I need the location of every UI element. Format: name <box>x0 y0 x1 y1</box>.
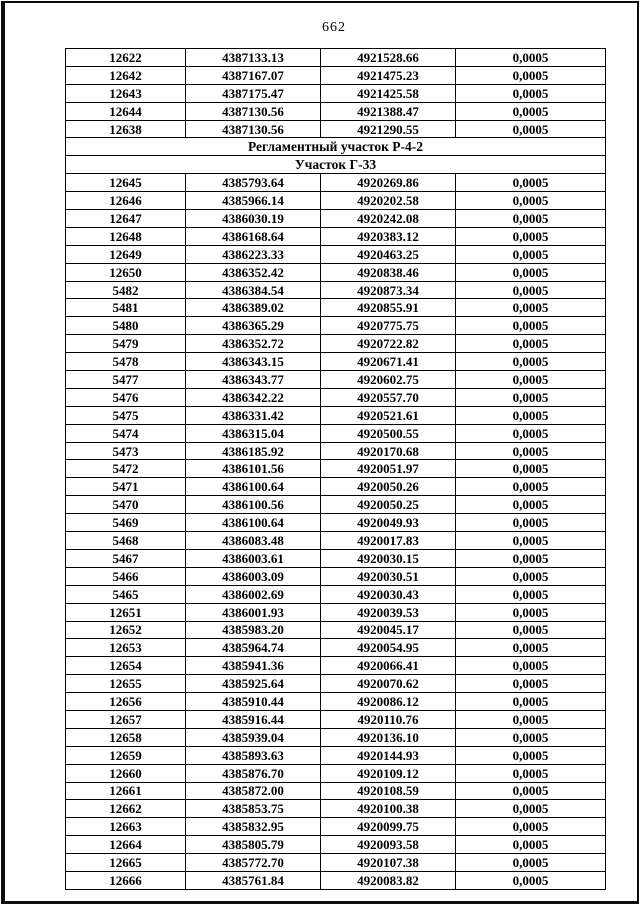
y-coordinate: 4920050.25 <box>321 496 456 514</box>
x-coordinate: 4385964.74 <box>186 639 321 657</box>
y-coordinate: 4921425.58 <box>321 84 456 102</box>
point-id: 12638 <box>66 120 186 138</box>
coordinates-table <box>65 48 606 890</box>
y-coordinate: 4920602.75 <box>321 371 456 389</box>
table-row <box>66 657 606 675</box>
table-row <box>66 693 606 711</box>
point-id: 12659 <box>66 746 186 764</box>
table-row <box>66 371 606 389</box>
x-coordinate: 4386315.04 <box>186 424 321 442</box>
y-coordinate: 4920170.68 <box>321 442 456 460</box>
point-id: 12660 <box>66 764 186 782</box>
x-coordinate: 4386352.42 <box>186 263 321 281</box>
point-id: 12656 <box>66 693 186 711</box>
point-id: 12642 <box>66 66 186 84</box>
table-row <box>66 102 606 120</box>
y-coordinate: 4921290.55 <box>321 120 456 138</box>
x-coordinate: 4386100.56 <box>186 496 321 514</box>
precision-value: 0,0005 <box>456 478 606 496</box>
precision-value: 0,0005 <box>456 639 606 657</box>
y-coordinate: 4920017.83 <box>321 532 456 550</box>
y-coordinate: 4920107.38 <box>321 854 456 872</box>
y-coordinate: 4920030.15 <box>321 549 456 567</box>
x-coordinate: 4386389.02 <box>186 299 321 317</box>
section-header-row <box>66 138 606 156</box>
point-id: 12645 <box>66 174 186 192</box>
table-row <box>66 406 606 424</box>
point-id: 12648 <box>66 227 186 245</box>
precision-value: 0,0005 <box>456 263 606 281</box>
point-id: 12662 <box>66 800 186 818</box>
precision-value: 0,0005 <box>456 388 606 406</box>
y-coordinate: 4920242.08 <box>321 210 456 228</box>
precision-value: 0,0005 <box>456 406 606 424</box>
point-id: 5465 <box>66 585 186 603</box>
precision-value: 0,0005 <box>456 728 606 746</box>
x-coordinate: 4385853.75 <box>186 800 321 818</box>
precision-value: 0,0005 <box>456 49 606 67</box>
point-id: 12665 <box>66 854 186 872</box>
point-id: 5474 <box>66 424 186 442</box>
y-coordinate: 4920030.51 <box>321 567 456 585</box>
table-row <box>66 174 606 192</box>
x-coordinate: 4385910.44 <box>186 693 321 711</box>
y-coordinate: 4921388.47 <box>321 102 456 120</box>
table-row <box>66 496 606 514</box>
precision-value: 0,0005 <box>456 424 606 442</box>
point-id: 5481 <box>66 299 186 317</box>
table-row <box>66 782 606 800</box>
precision-value: 0,0005 <box>456 710 606 728</box>
y-coordinate: 4920873.34 <box>321 281 456 299</box>
y-coordinate: 4920100.38 <box>321 800 456 818</box>
x-coordinate: 4386343.77 <box>186 371 321 389</box>
y-coordinate: 4920039.53 <box>321 603 456 621</box>
y-coordinate: 4921528.66 <box>321 49 456 67</box>
x-coordinate: 4385966.14 <box>186 192 321 210</box>
point-id: 5469 <box>66 514 186 532</box>
x-coordinate: 4385893.63 <box>186 746 321 764</box>
precision-value: 0,0005 <box>456 102 606 120</box>
y-coordinate: 4920086.12 <box>321 693 456 711</box>
x-coordinate: 4386384.54 <box>186 281 321 299</box>
point-id: 12661 <box>66 782 186 800</box>
x-coordinate: 4386003.61 <box>186 549 321 567</box>
x-coordinate: 4387130.56 <box>186 120 321 138</box>
y-coordinate: 4920066.41 <box>321 657 456 675</box>
table-row <box>66 603 606 621</box>
x-coordinate: 4386168.64 <box>186 227 321 245</box>
x-coordinate: 4386352.72 <box>186 335 321 353</box>
y-coordinate: 4920463.25 <box>321 245 456 263</box>
point-id: 12646 <box>66 192 186 210</box>
point-id: 12653 <box>66 639 186 657</box>
precision-value: 0,0005 <box>456 836 606 854</box>
table-row <box>66 210 606 228</box>
point-id: 5470 <box>66 496 186 514</box>
precision-value: 0,0005 <box>456 66 606 84</box>
point-id: 5476 <box>66 388 186 406</box>
point-id: 5478 <box>66 353 186 371</box>
table-row <box>66 800 606 818</box>
x-coordinate: 4386003.09 <box>186 567 321 585</box>
precision-value: 0,0005 <box>456 800 606 818</box>
precision-value: 0,0005 <box>456 120 606 138</box>
table-row <box>66 746 606 764</box>
x-coordinate: 4386343.15 <box>186 353 321 371</box>
x-coordinate: 4385793.64 <box>186 174 321 192</box>
y-coordinate: 4920838.46 <box>321 263 456 281</box>
point-id: 12649 <box>66 245 186 263</box>
precision-value: 0,0005 <box>456 621 606 639</box>
precision-value: 0,0005 <box>456 549 606 567</box>
precision-value: 0,0005 <box>456 174 606 192</box>
point-id: 12655 <box>66 675 186 693</box>
y-coordinate: 4920054.95 <box>321 639 456 657</box>
table-row <box>66 353 606 371</box>
point-id: 12652 <box>66 621 186 639</box>
table-row <box>66 764 606 782</box>
precision-value: 0,0005 <box>456 371 606 389</box>
x-coordinate: 4386002.69 <box>186 585 321 603</box>
y-coordinate: 4920557.70 <box>321 388 456 406</box>
y-coordinate: 4920093.58 <box>321 836 456 854</box>
y-coordinate: 4920109.12 <box>321 764 456 782</box>
precision-value: 0,0005 <box>456 675 606 693</box>
point-id: 5479 <box>66 335 186 353</box>
page-number: 662 <box>322 20 346 35</box>
point-id: 5480 <box>66 317 186 335</box>
point-id: 12664 <box>66 836 186 854</box>
table-row <box>66 460 606 478</box>
table-row <box>66 478 606 496</box>
table-row <box>66 299 606 317</box>
y-coordinate: 4920144.93 <box>321 746 456 764</box>
x-coordinate: 4385872.00 <box>186 782 321 800</box>
table-row <box>66 317 606 335</box>
precision-value: 0,0005 <box>456 567 606 585</box>
y-coordinate: 4920051.97 <box>321 460 456 478</box>
x-coordinate: 4385832.95 <box>186 818 321 836</box>
precision-value: 0,0005 <box>456 353 606 371</box>
x-coordinate: 4385761.84 <box>186 871 321 889</box>
x-coordinate: 4386342.22 <box>186 388 321 406</box>
point-id: 12654 <box>66 657 186 675</box>
point-id: 12663 <box>66 818 186 836</box>
x-coordinate: 4387130.56 <box>186 102 321 120</box>
precision-value: 0,0005 <box>456 818 606 836</box>
y-coordinate: 4920500.55 <box>321 424 456 442</box>
x-coordinate: 4386223.33 <box>186 245 321 263</box>
y-coordinate: 4920070.62 <box>321 675 456 693</box>
point-id: 5471 <box>66 478 186 496</box>
x-coordinate: 4385916.44 <box>186 710 321 728</box>
point-id: 5477 <box>66 371 186 389</box>
x-coordinate: 4386083.48 <box>186 532 321 550</box>
table-row <box>66 854 606 872</box>
precision-value: 0,0005 <box>456 227 606 245</box>
precision-value: 0,0005 <box>456 585 606 603</box>
y-coordinate: 4920083.82 <box>321 871 456 889</box>
precision-value: 0,0005 <box>456 657 606 675</box>
precision-value: 0,0005 <box>456 210 606 228</box>
precision-value: 0,0005 <box>456 335 606 353</box>
point-id: 5472 <box>66 460 186 478</box>
table-row <box>66 388 606 406</box>
table-row <box>66 818 606 836</box>
section-header-row <box>66 156 606 174</box>
x-coordinate: 4386030.19 <box>186 210 321 228</box>
point-id: 5467 <box>66 549 186 567</box>
precision-value: 0,0005 <box>456 603 606 621</box>
precision-value: 0,0005 <box>456 764 606 782</box>
precision-value: 0,0005 <box>456 192 606 210</box>
table-row <box>66 424 606 442</box>
precision-value: 0,0005 <box>456 854 606 872</box>
precision-value: 0,0005 <box>456 693 606 711</box>
table-row <box>66 532 606 550</box>
table-row <box>66 514 606 532</box>
precision-value: 0,0005 <box>456 442 606 460</box>
section-header-label: Регламентный участок Р-4-2 <box>66 138 606 156</box>
precision-value: 0,0005 <box>456 84 606 102</box>
precision-value: 0,0005 <box>456 871 606 889</box>
table-row <box>66 710 606 728</box>
y-coordinate: 4920383.12 <box>321 227 456 245</box>
point-id: 12657 <box>66 710 186 728</box>
precision-value: 0,0005 <box>456 514 606 532</box>
point-id: 12651 <box>66 603 186 621</box>
x-coordinate: 4387175.47 <box>186 84 321 102</box>
precision-value: 0,0005 <box>456 281 606 299</box>
point-id: 12622 <box>66 49 186 67</box>
table-row <box>66 335 606 353</box>
x-coordinate: 4387133.13 <box>186 49 321 67</box>
y-coordinate: 4920108.59 <box>321 782 456 800</box>
table-row <box>66 66 606 84</box>
point-id: 12666 <box>66 871 186 889</box>
table-row <box>66 84 606 102</box>
table-row <box>66 281 606 299</box>
precision-value: 0,0005 <box>456 317 606 335</box>
precision-value: 0,0005 <box>456 746 606 764</box>
point-id: 12650 <box>66 263 186 281</box>
point-id: 5468 <box>66 532 186 550</box>
table-body <box>66 49 606 890</box>
point-id: 5475 <box>66 406 186 424</box>
table-row <box>66 192 606 210</box>
y-coordinate: 4920722.82 <box>321 335 456 353</box>
y-coordinate: 4920775.75 <box>321 317 456 335</box>
y-coordinate: 4920269.86 <box>321 174 456 192</box>
table-row <box>66 871 606 889</box>
x-coordinate: 4385925.64 <box>186 675 321 693</box>
x-coordinate: 4385772.70 <box>186 854 321 872</box>
precision-value: 0,0005 <box>456 299 606 317</box>
point-id: 5482 <box>66 281 186 299</box>
x-coordinate: 4385805.79 <box>186 836 321 854</box>
y-coordinate: 4920521.61 <box>321 406 456 424</box>
y-coordinate: 4920030.43 <box>321 585 456 603</box>
y-coordinate: 4920671.41 <box>321 353 456 371</box>
table-row <box>66 549 606 567</box>
x-coordinate: 4385983.20 <box>186 621 321 639</box>
point-id: 5466 <box>66 567 186 585</box>
point-id: 12643 <box>66 84 186 102</box>
x-coordinate: 4386100.64 <box>186 478 321 496</box>
table-row <box>66 442 606 460</box>
table-row <box>66 263 606 281</box>
y-coordinate: 4920049.93 <box>321 514 456 532</box>
y-coordinate: 4920136.10 <box>321 728 456 746</box>
table-row <box>66 728 606 746</box>
table-row <box>66 675 606 693</box>
x-coordinate: 4386331.42 <box>186 406 321 424</box>
precision-value: 0,0005 <box>456 532 606 550</box>
table-row <box>66 639 606 657</box>
y-coordinate: 4920045.17 <box>321 621 456 639</box>
point-id: 12647 <box>66 210 186 228</box>
point-id: 5473 <box>66 442 186 460</box>
table-row <box>66 585 606 603</box>
x-coordinate: 4386101.56 <box>186 460 321 478</box>
table-row <box>66 621 606 639</box>
table-row <box>66 227 606 245</box>
y-coordinate: 4920050.26 <box>321 478 456 496</box>
y-coordinate: 4920855.91 <box>321 299 456 317</box>
point-id: 12644 <box>66 102 186 120</box>
x-coordinate: 4386001.93 <box>186 603 321 621</box>
table-row <box>66 836 606 854</box>
precision-value: 0,0005 <box>456 245 606 263</box>
x-coordinate: 4386365.29 <box>186 317 321 335</box>
y-coordinate: 4921475.23 <box>321 66 456 84</box>
table-row <box>66 567 606 585</box>
table-row <box>66 120 606 138</box>
x-coordinate: 4386100.64 <box>186 514 321 532</box>
x-coordinate: 4387167.07 <box>186 66 321 84</box>
table-row <box>66 49 606 67</box>
x-coordinate: 4386185.92 <box>186 442 321 460</box>
table-row <box>66 245 606 263</box>
y-coordinate: 4920202.58 <box>321 192 456 210</box>
precision-value: 0,0005 <box>456 496 606 514</box>
x-coordinate: 4385876.70 <box>186 764 321 782</box>
x-coordinate: 4385941.36 <box>186 657 321 675</box>
x-coordinate: 4385939.04 <box>186 728 321 746</box>
precision-value: 0,0005 <box>456 460 606 478</box>
point-id: 12658 <box>66 728 186 746</box>
y-coordinate: 4920110.76 <box>321 710 456 728</box>
precision-value: 0,0005 <box>456 782 606 800</box>
y-coordinate: 4920099.75 <box>321 818 456 836</box>
section-header-label: Участок Г-33 <box>66 156 606 174</box>
